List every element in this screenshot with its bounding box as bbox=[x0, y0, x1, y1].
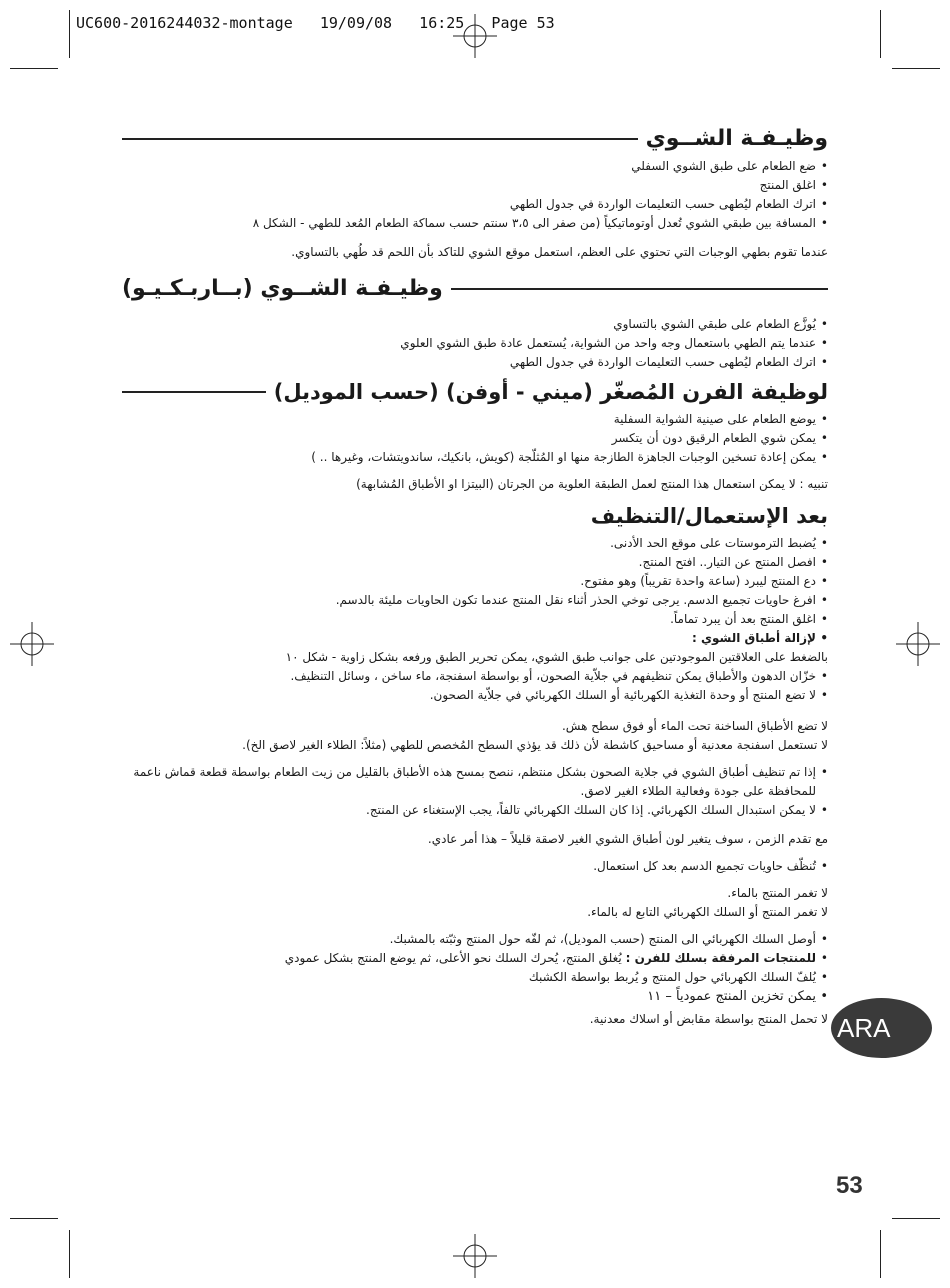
title-rule bbox=[122, 138, 638, 140]
list-item: • يمكن شوي الطعام الرقيق دون أن يتكسر bbox=[122, 429, 828, 448]
list-item: • لا تضع المنتج أو وحدة التغذية الكهربائية أو السلك الكهربائي في جلاّية الصحون. bbox=[122, 686, 828, 705]
registration-mark-icon bbox=[10, 622, 54, 666]
oven-cord-text: يُغلق المنتج، يُحرك السلك نحو الأعلى، ثم يوضع المنتج بشكل عمودي bbox=[284, 951, 622, 965]
crop-mark bbox=[880, 1230, 881, 1278]
crop-mark bbox=[69, 10, 70, 58]
list-item: • اغلق المنتج bbox=[122, 176, 828, 195]
list-item: • افصل المنتج عن التيار.. افتح المنتج. bbox=[122, 553, 828, 572]
list-item: • اترك الطعام ليُطهى حسب التعليمات الواردة في جدول الطهي bbox=[122, 353, 828, 372]
list-item: • يُلفّ السلك الكهربائي حول المنتج و يُربط بواسطة الكشبك bbox=[122, 968, 828, 987]
list-item: • افرغ حاويات تجميع الدسم. يرجى توخي الحذر أثناء نقل المنتج عندما تكون الحاويات مليئة بالدسم. bbox=[122, 591, 828, 610]
list-item: • لا يمكن استبدال السلك الكهربائي. إذا كان السلك الكهربائي تالفاً، يجب الإستغناء عن المنتج. bbox=[122, 801, 828, 820]
water-warning: لا تغمر المنتج أو السلك الكهربائي التابع له بالماء. bbox=[587, 905, 828, 919]
section-title-text: وظيـفـة الشــوي (بــاربـكـيـو) bbox=[122, 276, 443, 301]
carry-warning: لا تحمل المنتج بواسطة مقابض أو اسلاك معدنية. bbox=[589, 1012, 828, 1026]
list-item: • إذا تم تنظيف أطباق الشوي في جلاية الصحون بشكل منتظم، ننصح بمسح هذه الأطباق بالقليل من زيت الطعام بواسطة قطعة قماش ناعمة للمحافظة على جودة وفعالية الطلاء الغير لاصق. bbox=[122, 763, 828, 801]
list-item: • ضع الطعام على طبق الشوي السفلي bbox=[122, 157, 828, 176]
aging-note: مع تقدم الزمن ، سوف يتغير لون أطباق الشوي الغير لاصقة قليلاً – هذا أمر عادي. bbox=[427, 832, 828, 846]
language-badge: ARA bbox=[831, 998, 932, 1058]
list-item: • خزّان الدهون والأطباق يمكن تنظيفهم في جلاّية الصحون، أو بواسطة اسفنجة، ماء ساخن ، وسائل التنظيف. bbox=[122, 667, 828, 686]
crop-mark bbox=[10, 1218, 58, 1219]
list-item: • عندما يتم الطهي باستعمال وجه واحد من الشواية، يُستعمل عادة طبق الشوي العلوي bbox=[122, 334, 828, 353]
list-item: • المسافة بين طبقي الشوي تُعدل أوتوماتيكياً (من صفر الى ٣،٥ سنتم حسب سماكة الطعام المُعد للطهي - الشكل ٨ bbox=[122, 214, 828, 233]
bbq-list bbox=[122, 315, 828, 372]
registration-mark-icon bbox=[896, 622, 940, 666]
list-item: • يمكن إعادة تسخين الوجبات الجاهزة الطازجة منها او المُثلّجة (كويش، بانكيك، ساندويتشات، وغيرها .. ) bbox=[122, 448, 828, 467]
storage-list bbox=[122, 930, 828, 1006]
title-rule bbox=[451, 288, 828, 290]
oven-list bbox=[122, 410, 828, 467]
crop-mark bbox=[10, 68, 58, 69]
list-item: • يمكن تخزين المنتج عمودياً – ١١ bbox=[122, 987, 828, 1006]
grill-list bbox=[122, 157, 828, 233]
cleaning-list-4 bbox=[122, 857, 828, 876]
page-number: 53 bbox=[836, 1172, 863, 1199]
list-item: • يُضبط الترموستات على موقع الحد الأدنى. bbox=[122, 534, 828, 553]
oven-cord-label: للمنتجات المرفقة بسلك للفرن : bbox=[625, 951, 816, 965]
list-item: • اغلق المنتج بعد أن يبرد تماماً. bbox=[122, 610, 828, 629]
cleaning-list bbox=[122, 534, 828, 648]
section-title-grill bbox=[122, 126, 828, 151]
grill-note: عندما تقوم بطهي الوجبات التي تحتوي على العظم، استعمل موقع الشوي للتاكد بأن اللحم قد طُهي بالتساوي. bbox=[291, 245, 828, 259]
page-content bbox=[122, 126, 828, 1029]
list-item: • أوصل السلك الكهربائي الى المنتج (حسب الموديل)، ثم لفّه حول المنتج وثبّته بالمشبك. bbox=[122, 930, 828, 949]
title-rule bbox=[122, 391, 266, 393]
print-slug-header: UC600-2016244032-montage 19/09/08 16:25 Page 53 bbox=[76, 14, 555, 32]
list-item: • دع المنتج ليبرد (ساعة واحدة تقريباً) وهو مفتوح. bbox=[122, 572, 828, 591]
crop-mark bbox=[69, 1230, 70, 1278]
list-item: • يُوزَّع الطعام على طبقي الشوي بالتساوي bbox=[122, 315, 828, 334]
section-title-text: لوظيفة الفرن المُصغّر (ميني - أوفن) (حسب الموديل) bbox=[273, 380, 828, 404]
cleaning-list-3 bbox=[122, 763, 828, 820]
registration-mark-icon bbox=[453, 1234, 497, 1278]
list-item: • لإزالة أطباق الشوي : bbox=[122, 629, 828, 648]
section-title-bbq bbox=[122, 276, 828, 301]
list-item bbox=[122, 949, 828, 968]
water-warning: لا تغمر المنتج بالماء. bbox=[727, 886, 828, 900]
crop-mark bbox=[880, 10, 881, 58]
list-item: • يوضع الطعام على صينية الشواية السفلية bbox=[122, 410, 828, 429]
crop-mark bbox=[892, 1218, 940, 1219]
warning-text: لا تستعمل اسفنجة معدنية أو مساحيق كاشطة لأن ذلك قد يؤذي السطح المُخصص للطهي (مثلاً: الطلاء الغير لاصق الخ). bbox=[242, 738, 828, 752]
crop-mark bbox=[892, 68, 940, 69]
oven-note: تنبيه : لا يمكن استعمال هذا المنتج لعمل الطبقة العلوية من الجرتان (البيتزا او الأطباق المُشابهة) bbox=[356, 477, 828, 491]
list-item: • اترك الطعام ليُطهى حسب التعليمات الواردة في جدول الطهي bbox=[122, 195, 828, 214]
warning-text: لا تضع الأطباق الساخنة تحت الماء أو فوق سطح هش. bbox=[561, 719, 828, 733]
section-title-text: بعد الإستعمال/التنظيف bbox=[590, 504, 828, 528]
remove-plates-text: بالضغط على العلاقتين الموجودتين على جوانب طبق الشوي، يمكن تحرير الطبق ورفعه بشكل زاوية - شكل ١٠ bbox=[285, 650, 828, 664]
cleaning-list-2 bbox=[122, 667, 828, 705]
section-title-cleaning bbox=[122, 504, 828, 528]
section-title-text: وظيـفـة الشــوي bbox=[645, 126, 828, 151]
section-title-oven bbox=[122, 380, 828, 404]
list-item: • تُنظّف حاويات تجميع الدسم بعد كل استعمال. bbox=[122, 857, 828, 876]
